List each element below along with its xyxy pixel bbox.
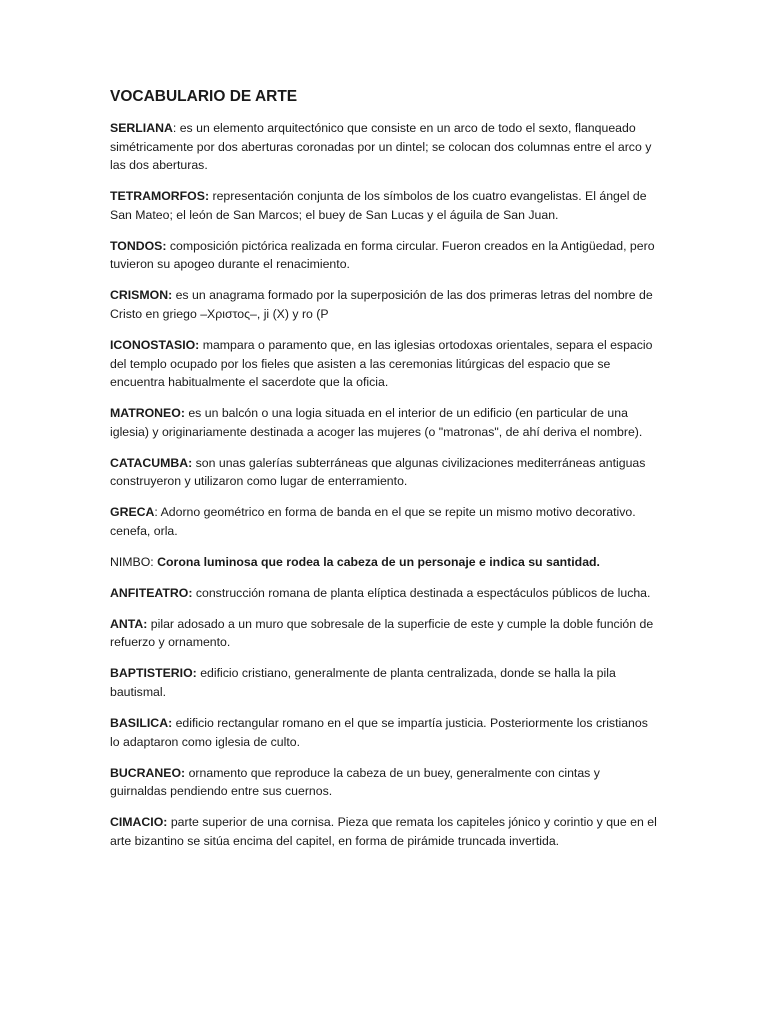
entry-definition: es un balcón o una logia situada en el interior de un edificio (en particular de una iglesia) y originariamente destinada a acoger las mujeres (o "matronas", de ahí deriva el nombre). [110,406,643,439]
entry-definition: Corona luminosa que rodea la cabeza de un personaje e indica su santidad. [157,554,600,569]
entry-definition: es un anagrama formado por la superposición de las dos primeras letras del nombre de Cristo en griego –Χριστος–, ji (X) y ro (P [110,288,653,321]
entry-bucraneo [110,764,660,801]
entry-term: SERLIANA [110,121,173,135]
entry-baptisterio [110,664,660,701]
document-page [110,86,660,863]
entry-separator: : [172,121,180,135]
entry-definition: construcción romana de planta elíptica destinada a espectáculos públicos de lucha. [195,585,651,600]
entry-term: ANTA: [110,616,148,631]
entry-term: BAPTISTERIO: [110,666,197,681]
entry-term: ANFITEATRO: [110,585,193,600]
entry-nimbo [110,553,660,572]
entry-anfiteatro [110,584,660,603]
entry-term: ICONOSTASIO: [110,337,200,352]
entry-matroneo [110,404,660,441]
entry-definition: parte superior de una cornisa. Pieza que remata los capiteles jónico y corintio y que en el arte bizantino se sitúa encima del capitel, en forma de pirámide truncada invertida. [110,815,657,848]
entry-definition: composición pictórica realizada en forma circular. Fueron creados en la Antigüedad, pero tuvieron su apogeo durante el renacimiento. [110,238,655,272]
entry-term: TONDOS: [110,238,167,253]
entry-anta [110,615,660,652]
entry-definition: Adorno geométrico en forma de banda en el que se repite un mismo motivo decorativo. cenefa, orla. [110,505,636,538]
entry-definition: ornamento que reproduce la cabeza de un buey, generalmente con cintas y guirnaldas pendiendo entre sus cuernos. [110,765,600,799]
entry-crismon [110,286,660,323]
entry-term: BUCRANEO: [110,765,186,780]
entry-definition: edificio rectangular romano en el que se impartía justicia. Posteriormente los cristianos lo adaptaron como iglesia de culto. [110,715,648,749]
entry-cimacio [110,813,660,850]
entry-definition: pilar adosado a un muro que sobresale de la superficie de este y cumple la doble función de refuerzo y ornamento. [110,616,654,650]
entry-term: CIMACIO: [110,815,168,830]
entry-catacumba [110,454,660,491]
document-title: VOCABULARIO DE ARTE [110,88,298,105]
entry-serliana [110,119,660,175]
entry-term: GRECA [110,505,155,520]
entry-term: CATACUMBA: [110,455,193,470]
entry-term: TETRAMORFOS: [110,189,210,204]
entry-tetramorfos [110,187,660,224]
entry-definition: son unas galerías subterráneas que algunas civilizaciones mediterráneas antiguas construyeron y utilizaron como lugar de enterramiento. [110,455,646,489]
entry-term: MATRONEO: [110,406,185,421]
entry-basilica [110,714,660,751]
entry-separator: : [154,505,161,520]
entry-definition: es un elemento arquitectónico que consiste en un arco de todo el sexto, flanqueado simétricamente por dos aberturas coronadas por un dintel; se colocan dos columnas entre el arco y las dos aberturas. [110,121,652,173]
entry-term: CRISMON: [110,288,173,303]
entry-greca [110,503,660,540]
entry-term: BASILICA: [110,715,173,730]
entry-definition: representación conjunta de los símbolos de los cuatro evangelistas. El ángel de San Mateo; el león de San Marcos; el buey de San Lucas y el águila de San Juan. [110,189,647,222]
entry-definition: mampara o paramento que, en las iglesias ortodoxas orientales, separa el espacio del templo ocupado por los fieles que asisten a las ceremonias litúrgicas del espacio que se encuentra habitualmente el sacerdote que la oficia. [110,337,653,390]
entry-definition: edificio cristiano, generalmente de planta centralizada, donde se halla la pila bautismal. [110,666,616,699]
entry-iconostasio [110,336,660,392]
entry-term: NIMBO: [110,554,154,569]
entry-tondos [110,237,660,274]
